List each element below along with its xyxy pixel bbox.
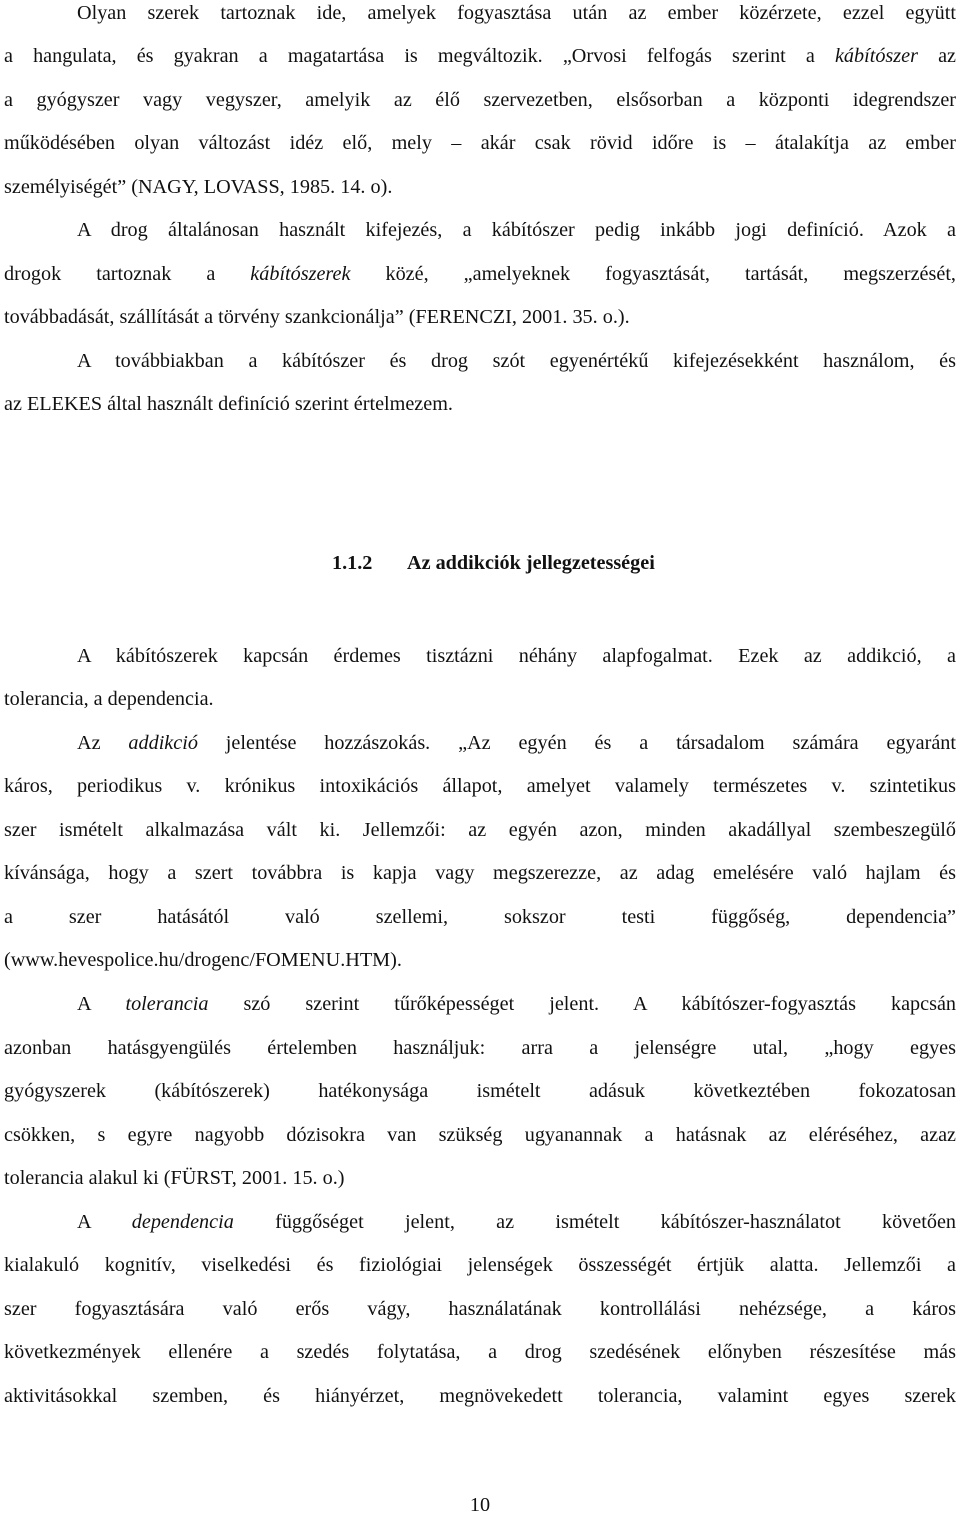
- text-line: [4, 773, 956, 799]
- text-run: Az: [77, 732, 129, 754]
- text-run: gyógyszerek (kábítószerek) hatékonysága ismételt adásuk következtében fokozatosan: [4, 1080, 956, 1102]
- text-line: [4, 1383, 956, 1409]
- text-run: csökken, s egyre nagyobb dózisokra van szükség ugyanannak a hatásnak az eléréséhez, azaz: [4, 1124, 956, 1146]
- text-run: a gyógyszer vagy vegyszer, amelyik az élő szervezetben, elsősorban a központi idegrendszer: [4, 89, 956, 111]
- text-line: [77, 730, 956, 756]
- text-run: működésében olyan változást idéz elő, mely – akár csak rövid időre is – átalakítja az ember: [4, 132, 956, 154]
- italic-term: kábítószerek: [250, 263, 351, 285]
- text-line: [4, 304, 956, 330]
- text-run: Olyan szerek tartoznak ide, amelyek fogyasztása után az ember közérzete, ezzel együtt: [77, 2, 956, 24]
- text-line: [77, 643, 956, 669]
- text-line: [4, 860, 956, 886]
- text-run: az ELEKES által használt definíció szerint értelmezem.: [4, 393, 453, 415]
- italic-term: dependencia: [131, 1211, 234, 1233]
- text-line: [4, 391, 956, 417]
- text-line: [4, 904, 956, 930]
- text-line: [77, 0, 956, 26]
- text-run: személyiségét” (NAGY, LOVASS, 1985. 14. o).: [4, 176, 393, 198]
- text-run: tolerancia, a dependencia.: [4, 688, 214, 710]
- section-title: Az addikciók jellegzetességei: [407, 552, 655, 574]
- text-run: a szer hatásától való szellemi, sokszor testi függőség, dependencia”: [4, 906, 956, 928]
- text-run: A drog általánosan használt kifejezés, a kábítószer pedig inkább jogi definíció. Azok a: [77, 219, 956, 241]
- text-run: tolerancia alakul ki (FÜRST, 2001. 15. o.): [4, 1167, 345, 1189]
- text-line: [4, 1122, 956, 1148]
- text-line: [4, 130, 956, 156]
- text-run: kívánsága, hogy a szert továbbra is kapja vagy megszerezze, az adag emelésére való hajlam és: [4, 862, 956, 884]
- text-line: [4, 686, 956, 712]
- text-run: azonban hatásgyengülés értelemben használjuk: arra a jelenségre utal, „hogy egyes: [4, 1037, 956, 1059]
- italic-term: tolerancia: [125, 993, 209, 1015]
- text-line: [4, 1165, 956, 1191]
- text-run: aktivitásokkal szemben, és hiányérzet, megnövekedett tolerancia, valamint egyes szerek: [4, 1385, 956, 1407]
- text-line: [4, 1296, 956, 1322]
- text-run: A továbbiakban a kábítószer és drog szót egyenértékű kifejezésekként használom, és: [77, 350, 956, 372]
- text-run: következmények ellenére a szedés folytatása, a drog szedésének előnyben részesítése más: [4, 1341, 956, 1363]
- text-run: továbbadását, szállítását a törvény szankcionálja” (FERENCZI, 2001. 35. o.).: [4, 306, 630, 328]
- text-run: drogok tartoznak a: [4, 263, 251, 285]
- text-line: [4, 817, 956, 843]
- text-line: [4, 261, 956, 287]
- text-line: [4, 1339, 956, 1365]
- text-line: [77, 348, 956, 374]
- text-line: [4, 1078, 956, 1104]
- text-line: [4, 43, 956, 69]
- text-run: szó szerint tűrőképességet jelent. A kábítószer-fogyasztás kapcsán: [208, 993, 956, 1015]
- text-line: [4, 174, 956, 200]
- text-line: [77, 217, 956, 243]
- text-run: kialakuló kognitív, viselkedési és fiziológiai jelenségek összességét értjük alatta. Jellemzői a: [4, 1254, 956, 1276]
- text-line: [4, 1252, 956, 1278]
- text-run: a hangulata, és gyakran a magatartása is megváltozik. „Orvosi felfogás szerint a: [4, 45, 835, 67]
- text-run: az: [917, 45, 956, 67]
- text-run: A: [77, 993, 126, 1015]
- text-line: [4, 87, 956, 113]
- text-line: [77, 991, 956, 1017]
- text-line: [4, 1035, 956, 1061]
- text-run: káros, periodikus v. krónikus intoxikációs állapot, amelyet valamely természetes v. szintetikus: [4, 775, 956, 797]
- section-number: 1.1.2: [332, 552, 373, 574]
- italic-term: kábítószer: [834, 45, 918, 67]
- text-run: A kábítószerek kapcsán érdemes tisztázni néhány alapfogalmat. Ezek az addikció, a: [77, 645, 956, 667]
- text-run: közé, „amelyeknek fogyasztását, tartását, megszerzését,: [350, 263, 956, 285]
- text-run: szer fogyasztására való erős vágy, használatának kontrollálási nehézsége, a káros: [4, 1298, 956, 1320]
- page-number: 10: [469, 1494, 491, 1516]
- text-line: [77, 1209, 956, 1235]
- text-run: (www.hevespolice.hu/drogenc/FOMENU.HTM).: [4, 949, 402, 971]
- text-run: függőséget jelent, az ismételt kábítószer-használatot követően: [233, 1211, 956, 1233]
- text-run: jelentése hozzászokás. „Az egyén és a társadalom számára egyaránt: [197, 732, 956, 754]
- text-run: A: [77, 1211, 132, 1233]
- italic-term: addikció: [128, 732, 198, 754]
- text-run: szer ismételt alkalmazása vált ki. Jellemzői: az egyén azon, minden akadállyal szembeszegülő: [4, 819, 956, 841]
- text-line: [4, 947, 956, 973]
